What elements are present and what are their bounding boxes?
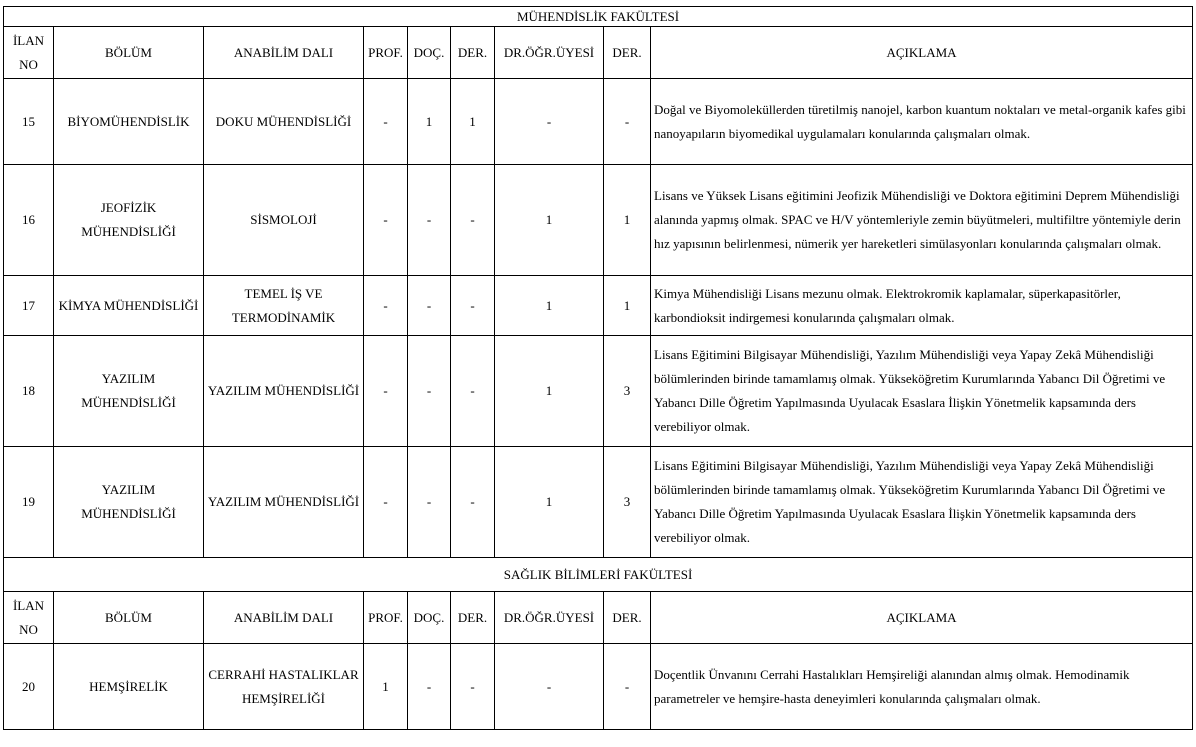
anabilim-dali-cell: DOKU MÜHENDİSLİĞİ (204, 79, 364, 165)
der-cell: - (451, 644, 495, 730)
header-der: DER. (451, 27, 495, 79)
doc-cell: - (408, 447, 451, 558)
dr-ogr-uyesi-cell: 1 (495, 165, 604, 276)
anabilim-dali-cell: CERRAHİ HASTALIKLAR HEMŞİRELİĞİ (204, 644, 364, 730)
anabilim-dali-cell: TEMEL İŞ VE TERMODİNAMİK (204, 276, 364, 336)
anabilim-dali-cell: YAZILIM MÜHENDİSLİĞİ (204, 336, 364, 447)
table-row (4, 644, 1193, 730)
doc-cell: - (408, 336, 451, 447)
bolum-cell: JEOFİZİK MÜHENDİSLİĞİ (54, 165, 204, 276)
bolum-cell: HEMŞİRELİK (54, 644, 204, 730)
prof-cell: - (364, 447, 408, 558)
anabilim-dali-cell: YAZILIM MÜHENDİSLİĞİ (204, 447, 364, 558)
aciklama-cell: Lisans Eğitimini Bilgisayar Mühendisliği, Yazılım Mühendisliği veya Yapay Zekâ Mühendisliği bölümlerinden birinde tamamlamış olmak. Yükseköğretim Kurumlarında Yabancı Dil Öğretimi ve Yabancı Dille Öğretim Yapılmasında Uyulacak Esaslara İlişkin Yönetmelik kapsamında ders verebiliyor olmak. (651, 336, 1193, 447)
header-der: DER. (604, 27, 651, 79)
header-anabilim-dali: ANABİLİM DALI (204, 27, 364, 79)
ilan-no-cell: 16 (4, 165, 54, 276)
der-cell: - (451, 276, 495, 336)
der-cell: 1 (604, 165, 651, 276)
der-cell: - (451, 447, 495, 558)
aciklama-cell: Kimya Mühendisliği Lisans mezunu olmak. Elektrokromik kaplamalar, süperkapasitörler, karbondioksit indirgemesi konularında çalışmaları olmak. (651, 276, 1193, 336)
table-row (4, 336, 1193, 447)
der-cell: - (451, 336, 495, 447)
doc-cell: - (408, 644, 451, 730)
header-der: DER. (451, 592, 495, 644)
aciklama-cell: Lisans Eğitimini Bilgisayar Mühendisliği, Yazılım Mühendisliği veya Yapay Zekâ Mühendisliği bölümlerinden birinde tamamlamış olmak. Yükseköğretim Kurumlarında Yabancı Dil Öğretimi ve Yabancı Dille Öğretim Yapılmasında Uyulacak Esaslara İlişkin Yönetmelik kapsamında ders verebiliyor olmak. (651, 447, 1193, 558)
header-doc: DOÇ. (408, 27, 451, 79)
prof-cell: - (364, 79, 408, 165)
aciklama-cell: Doçentlik Ünvanını Cerrahi Hastalıkları Hemşireliği alanından almış olmak. Hemodinamik parametreler ve hemşire-hasta deneyimleri konularında çalışmaları olmak. (651, 644, 1193, 730)
positions-table (3, 6, 1193, 730)
aciklama-cell: Doğal ve Biyomoleküllerden türetilmiş nanojel, karbon kuantum noktaları ve metal-organik kafes gibi nanoyapıların biyomedikal uygulamaları konularında çalışmaları olmak. (651, 79, 1193, 165)
header-row (4, 592, 1193, 644)
header-row (4, 27, 1193, 79)
der-cell: 1 (604, 276, 651, 336)
der-cell: 3 (604, 447, 651, 558)
prof-cell: - (364, 276, 408, 336)
der-cell: - (604, 644, 651, 730)
header-prof: PROF. (364, 592, 408, 644)
prof-cell: - (364, 336, 408, 447)
header-doc: DOÇ. (408, 592, 451, 644)
anabilim-dali-cell: SİSMOLOJİ (204, 165, 364, 276)
faculty-title: SAĞLIK BİLİMLERİ FAKÜLTESİ (4, 558, 1193, 592)
header-dr-ogr-uyesi: DR.ÖĞR.ÜYESİ (495, 592, 604, 644)
prof-cell: - (364, 165, 408, 276)
doc-cell: 1 (408, 79, 451, 165)
bolum-cell: YAZILIM MÜHENDİSLİĞİ (54, 447, 204, 558)
header-aciklama: AÇIKLAMA (651, 592, 1193, 644)
doc-cell: - (408, 276, 451, 336)
header-anabilim-dali: ANABİLİM DALI (204, 592, 364, 644)
der-cell: - (451, 165, 495, 276)
dr-ogr-uyesi-cell: 1 (495, 276, 604, 336)
dr-ogr-uyesi-cell: 1 (495, 336, 604, 447)
faculty-row (4, 7, 1193, 27)
header-der: DER. (604, 592, 651, 644)
der-cell: - (604, 79, 651, 165)
table-row (4, 276, 1193, 336)
header-ilan-no: İLAN NO (4, 592, 54, 644)
table-row (4, 165, 1193, 276)
table-row (4, 447, 1193, 558)
bolum-cell: YAZILIM MÜHENDİSLİĞİ (54, 336, 204, 447)
header-bolum: BÖLÜM (54, 27, 204, 79)
ilan-no-cell: 20 (4, 644, 54, 730)
dr-ogr-uyesi-cell: - (495, 79, 604, 165)
der-cell: 3 (604, 336, 651, 447)
ilan-no-cell: 15 (4, 79, 54, 165)
ilan-no-cell: 18 (4, 336, 54, 447)
table-row (4, 79, 1193, 165)
faculty-row (4, 558, 1193, 592)
prof-cell: 1 (364, 644, 408, 730)
faculty-title: MÜHENDİSLİK FAKÜLTESİ (4, 7, 1193, 27)
header-bolum: BÖLÜM (54, 592, 204, 644)
bolum-cell: KİMYA MÜHENDİSLİĞİ (54, 276, 204, 336)
bolum-cell: BİYOMÜHENDİSLİK (54, 79, 204, 165)
der-cell: 1 (451, 79, 495, 165)
ilan-no-cell: 17 (4, 276, 54, 336)
dr-ogr-uyesi-cell: 1 (495, 447, 604, 558)
doc-cell: - (408, 165, 451, 276)
dr-ogr-uyesi-cell: - (495, 644, 604, 730)
header-dr-ogr-uyesi: DR.ÖĞR.ÜYESİ (495, 27, 604, 79)
aciklama-cell: Lisans ve Yüksek Lisans eğitimini Jeofizik Mühendisliği ve Doktora eğitimini Deprem Mühendisliği alanında yapmış olmak. SPAC ve H/V yöntemleriyle zemin büyütmeleri, multifiltre yöntemiyle derin hız yapısının belirlenmesi, nümerik yer hareketleri simülasyonları konularında çalışmaları olmak. (651, 165, 1193, 276)
header-prof: PROF. (364, 27, 408, 79)
header-ilan-no: İLAN NO (4, 27, 54, 79)
ilan-no-cell: 19 (4, 447, 54, 558)
header-aciklama: AÇIKLAMA (651, 27, 1193, 79)
